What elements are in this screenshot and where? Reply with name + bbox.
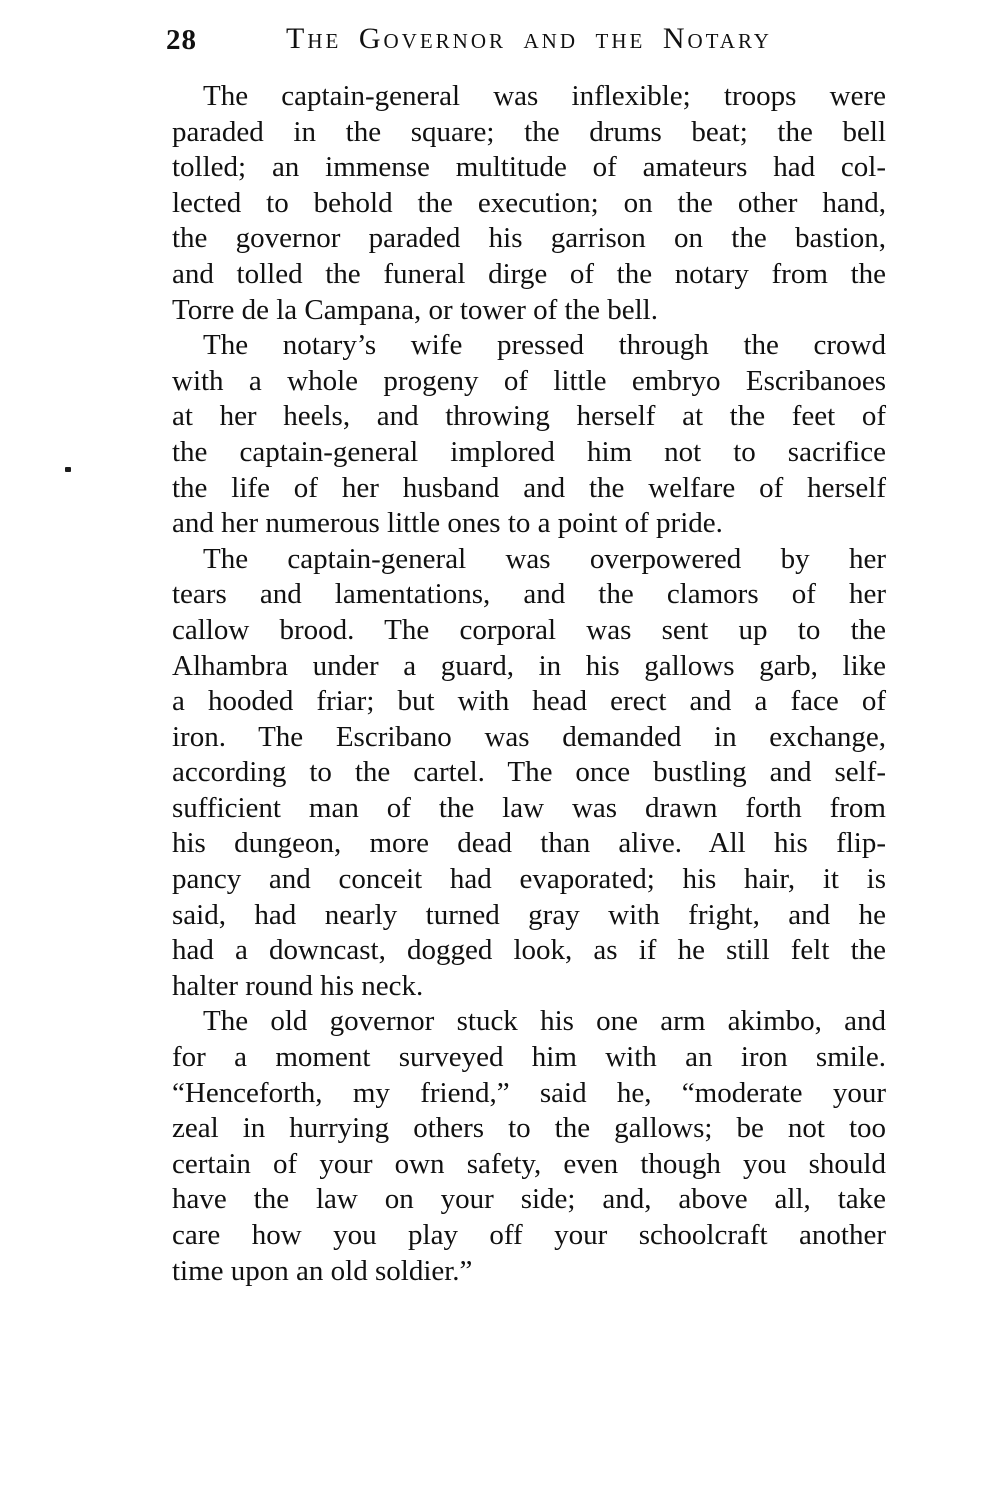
text-line: pancy and conceit had evaporated; his hair, it is (172, 863, 886, 896)
text-line: and her numerous little ones to a point of pride. (172, 507, 723, 540)
text-line: certain of your own safety, even though you should (172, 1147, 886, 1180)
text-line: said, had nearly turned gray with fright, and he (172, 898, 886, 931)
text-line: for a moment surveyed him with an iron smile. (172, 1041, 886, 1074)
text-line: callow brood. The corporal was sent up to the (172, 613, 886, 646)
text-line: had a downcast, dogged look, as if he still felt the (172, 934, 886, 967)
text-line: tolled; an immense multitude of amateurs had col- (172, 151, 886, 184)
text-line: his dungeon, more dead than alive. All his flip- (172, 827, 886, 860)
text-line: care how you play off your schoolcraft another (172, 1219, 886, 1251)
text-line: the life of her husband and the welfare of herself (172, 471, 886, 504)
text-line: and tolled the funeral dirge of the notary from the (172, 257, 886, 290)
text-line: iron. The Escribano was demanded in exchange, (172, 720, 886, 753)
text-line: time upon an old soldier.” (172, 1254, 473, 1287)
text-line: a hooded friar; but with head erect and a face of (172, 685, 886, 718)
text-line: The old governor stuck his one arm akimbo, and (203, 1005, 886, 1038)
text-line: lected to behold the execution; on the other hand, (172, 186, 886, 219)
text-line: The notary’s wife pressed through the crowd (203, 329, 886, 362)
running-header-title: The Governor and the Notary (286, 22, 772, 55)
text-line: zeal in hurrying others to the gallows; be not too (172, 1112, 886, 1145)
text-line: The captain-general was overpowered by her (203, 542, 886, 575)
text-line: Torre de la Campana, or tower of the bell. (172, 293, 658, 326)
text-line: halter round his neck. (172, 969, 424, 1002)
text-line: “Henceforth, my friend,” said he, “moderate your (172, 1076, 886, 1109)
text-line: the captain-general implored him not to sacrifice (172, 435, 886, 468)
text-line: have the law on your side; and, above all, take (172, 1183, 886, 1216)
page-body (172, 79, 886, 1289)
text-line: according to the cartel. The once bustling and self- (172, 756, 886, 789)
text-line: the governor paraded his garrison on the bastion, (172, 222, 886, 255)
running-header-row (166, 22, 886, 62)
text-line: tears and lamentations, and the clamors of her (172, 578, 886, 611)
page-number: 28 (166, 24, 197, 56)
text-line: with a whole progeny of little embryo Escribanoes (172, 364, 886, 397)
text-line: Alhambra under a guard, in his gallows garb, like (172, 649, 886, 682)
text-line: The captain-general was inflexible; troops were (203, 80, 886, 112)
text-line: at her heels, and throwing herself at the feet of (172, 400, 886, 433)
text-line: paraded in the square; the drums beat; the bell (172, 115, 886, 148)
text-line: sufficient man of the law was drawn forth from (172, 791, 886, 824)
ink-speck (65, 467, 71, 472)
